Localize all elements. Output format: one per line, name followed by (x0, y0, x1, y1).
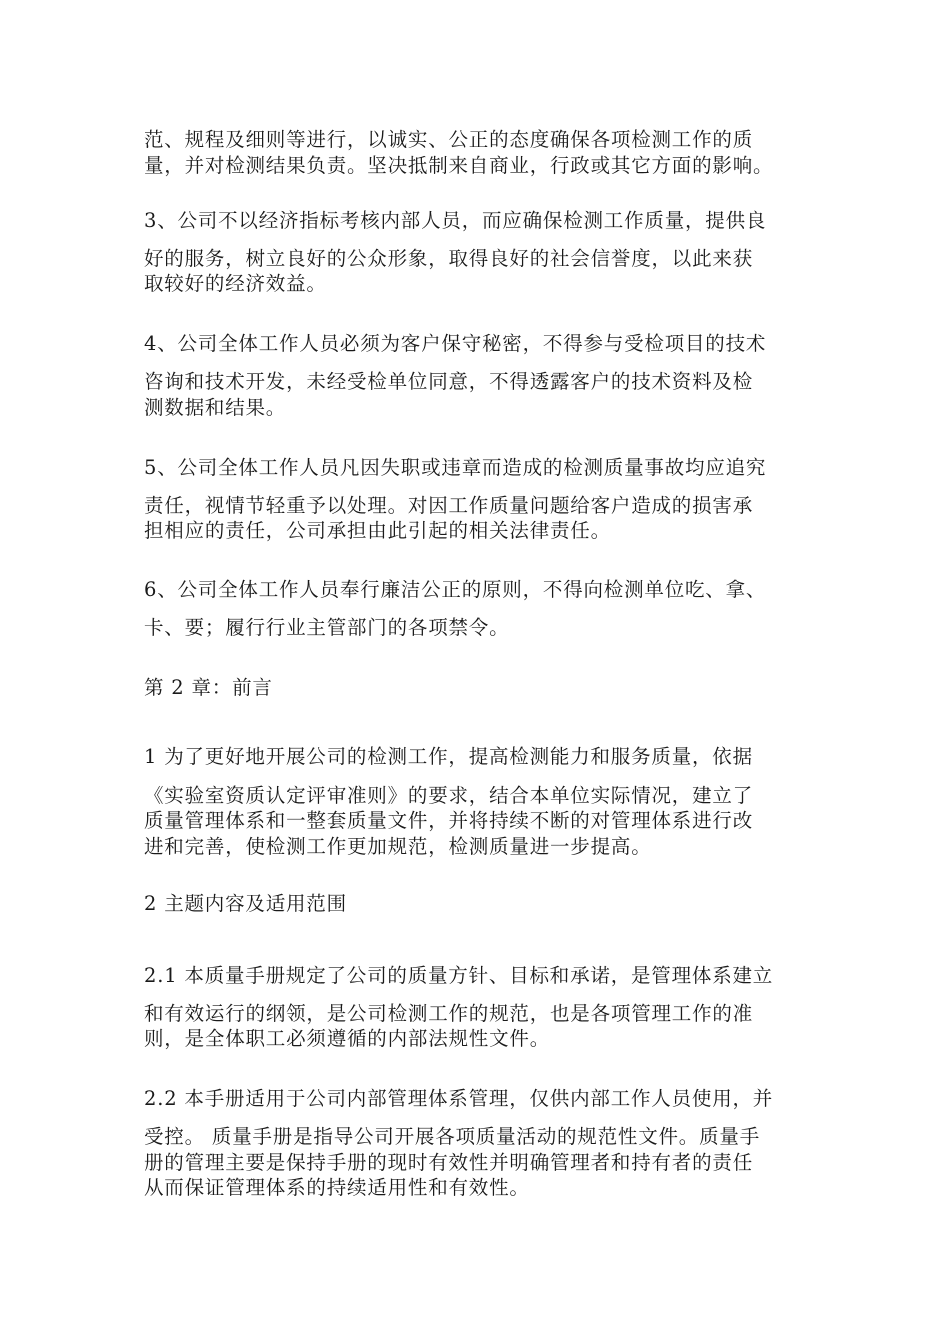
paragraph-line: 取较好的经济效益。 (144, 272, 327, 295)
paragraph-line: 进和完善，使检测工作更加规范，检测质量进一步提高。 (144, 835, 652, 858)
paragraph-line: 《实验室资质认定评审准则》的要求，结合本单位实际情况，建立了 (144, 784, 754, 807)
paragraph-line: 2.1 本质量手册规定了公司的质量方针、目标和承诺，是管理体系建立 (144, 964, 774, 987)
paragraph-line: 量，并对检测结果负责。坚决抵制来自商业，行政或其它方面的影响。 (144, 154, 774, 177)
paragraph-line: 2.2 本手册适用于公司内部管理体系管理，仅供内部工作人员使用，并 (144, 1087, 774, 1110)
paragraph-line: 好的服务，树立良好的公众形象，取得良好的社会信誉度，以此来获 (144, 247, 754, 270)
paragraph-line: 则，是全体职工必须遵循的内部法规性文件。 (144, 1027, 551, 1050)
paragraph-line: 质量管理体系和一整套质量文件，并将持续不断的对管理体系进行改 (144, 809, 754, 832)
chapter-heading: 第 2 章：前言 (144, 676, 273, 699)
paragraph-line: 5、公司全体工作人员凡因失职或违章而造成的检测质量事故均应追究 (144, 456, 767, 479)
paragraph-line: 受控。 质量手册是指导公司开展各项质量活动的规范性文件。质量手 (144, 1125, 760, 1148)
paragraph-line: 咨询和技术开发，未经受检单位同意，不得透露客户的技术资料及检 (144, 370, 754, 393)
paragraph-line: 卡、要；履行行业主管部门的各项禁令。 (144, 616, 510, 639)
paragraph-line: 担相应的责任，公司承担由此引起的相关法律责任。 (144, 519, 611, 542)
paragraph-line: 测数据和结果。 (144, 396, 287, 419)
paragraph-line: 1 为了更好地开展公司的检测工作，提高检测能力和服务质量，依据 (144, 745, 753, 768)
paragraph-line: 范、规程及细则等进行，以诚实、公正的态度确保各项检测工作的质 (144, 128, 754, 151)
paragraph-line: 册的管理主要是保持手册的现时有效性并明确管理者和持有者的责任 (144, 1151, 754, 1174)
section-heading: 2 主题内容及适用范围 (144, 892, 347, 915)
paragraph-line: 责任，视情节轻重予以处理。对因工作质量问题给客户造成的损害承 (144, 494, 754, 517)
paragraph-line: 从而保证管理体系的持续适用性和有效性。 (144, 1176, 530, 1199)
paragraph-line: 4、公司全体工作人员必须为客户保守秘密，不得参与受检项目的技术 (144, 332, 767, 355)
paragraph-line: 6、公司全体工作人员奉行廉洁公正的原则，不得向检测单位吃、拿、 (144, 578, 767, 601)
paragraph-line: 3、公司不以经济指标考核内部人员，而应确保检测工作质量，提供良 (144, 209, 767, 232)
paragraph-line: 和有效运行的纲领，是公司检测工作的规范，也是各项管理工作的准 (144, 1002, 754, 1025)
